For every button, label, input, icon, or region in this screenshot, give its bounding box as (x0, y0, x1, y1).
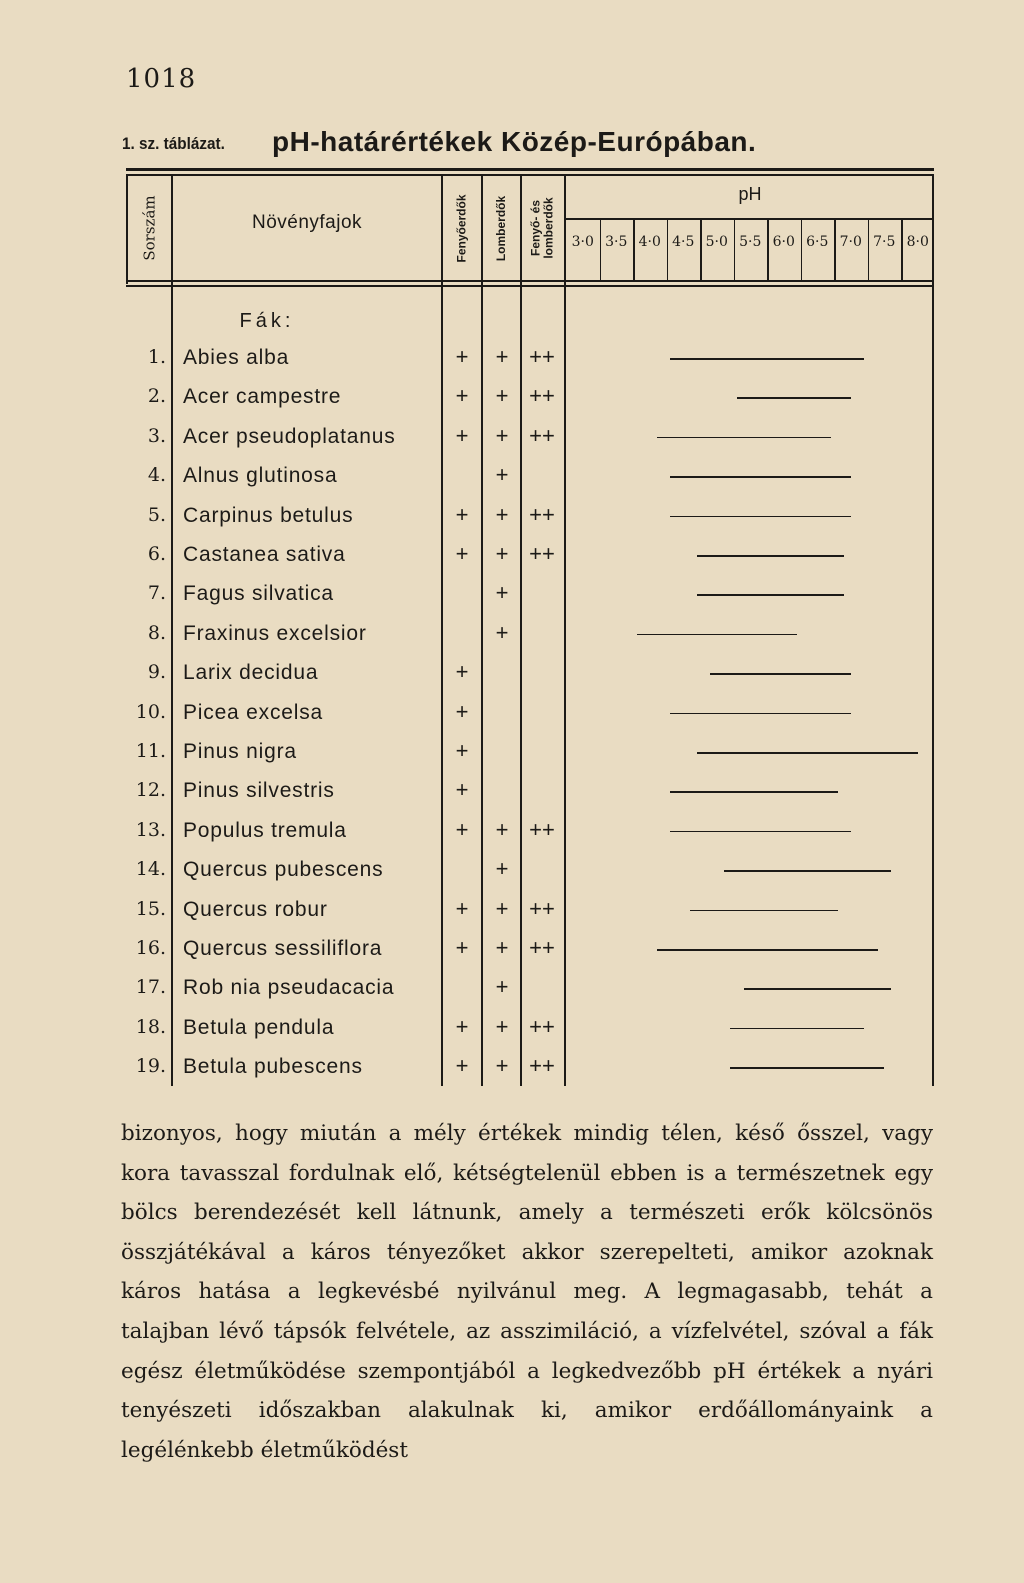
fenyoerdo-mark: + (455, 1053, 469, 1079)
fenyoerdo-mark: + (455, 659, 469, 685)
row-number: 16. (135, 937, 166, 959)
fenyo-es-lomberdo-mark: ++ (529, 501, 555, 527)
ph-range-line (697, 555, 844, 557)
row-number: 15. (135, 897, 166, 920)
fenyo-es-lomberdo-mark: ++ (529, 935, 555, 960)
ph-range-line (657, 437, 831, 439)
fenyoerdo-mark: + (455, 383, 469, 409)
fenyoerdo-mark: + (455, 541, 469, 566)
table-row (0, 1049, 1024, 1088)
ph-tick-divider (801, 220, 803, 280)
header-fenyoerdok: Fenyőerdők (454, 193, 469, 263)
table-row (0, 931, 1024, 970)
ph-range-line (670, 516, 851, 518)
fenyoerdo-mark: + (455, 935, 469, 960)
fenyoerdo-mark: + (455, 777, 469, 803)
row-number: 6. (147, 543, 166, 565)
ph-range-line (737, 397, 851, 399)
ph-range-line (730, 1067, 884, 1069)
header-sorszam: Sorszám (141, 195, 159, 261)
ph-range-line (724, 870, 892, 872)
table-row (0, 892, 1024, 931)
table-caption: 1. sz. táblázat. (122, 134, 225, 153)
lomberdo-mark: + (495, 816, 509, 842)
species-name: Betula pendula (183, 1015, 335, 1039)
lomberdo-mark: + (495, 501, 509, 527)
ph-range-line (744, 988, 891, 990)
header-fenyo-es-lomberdok: Fenyő- és lomberdők (529, 197, 556, 259)
fenyoerdo-mark: + (455, 738, 469, 763)
lomberdo-mark: + (495, 344, 509, 369)
ph-range-line (697, 594, 844, 596)
row-number: 3. (147, 424, 166, 447)
ph-range-line (670, 713, 851, 715)
top-rule (126, 168, 934, 171)
ph-tick-label: 6·5 (806, 234, 829, 250)
species-name: Rob nia pseudacacia (183, 976, 395, 1000)
header-lomberdok: Lomberdők (494, 195, 508, 261)
ph-tick-divider (868, 220, 870, 280)
row-number: 10. (135, 700, 166, 723)
table-row (0, 419, 1024, 458)
ph-header-rule (566, 218, 934, 220)
row-number: 5. (147, 503, 166, 526)
row-number: 18. (135, 1015, 166, 1038)
lomberdo-mark: + (495, 541, 509, 566)
lomberdo-mark: + (495, 935, 509, 960)
ph-tick-label: 7·5 (873, 234, 896, 250)
left-border (126, 174, 128, 284)
fenyoerdo-mark: + (455, 501, 469, 527)
ph-tick-divider (734, 220, 736, 280)
ph-range-line (710, 673, 851, 675)
ph-tick-divider (901, 220, 903, 280)
fenyoerdo-mark: + (455, 1013, 469, 1039)
species-name: Quercus pubescens (183, 858, 384, 882)
fenyo-es-lomberdo-mark: ++ (529, 383, 555, 409)
table-title: pH-határértékek Közép-Európában. (272, 126, 757, 157)
ph-tick-divider (767, 220, 769, 280)
fenyo-es-lomberdo-mark: ++ (529, 816, 555, 842)
lomberdo-mark: + (495, 422, 509, 448)
fenyo-es-lomberdo-mark: ++ (529, 422, 555, 448)
fenyo-es-lomberdo-mark: ++ (529, 1013, 555, 1039)
species-name: Betula pubescens (183, 1055, 363, 1079)
row-number: 8. (147, 621, 166, 644)
page-number: 1018 (126, 64, 197, 94)
ph-tick-label: 7·0 (839, 234, 862, 250)
row-number: 7. (147, 582, 166, 605)
table-row (0, 537, 1024, 576)
ph-tick-divider (600, 220, 602, 280)
species-name: Larix decidua (183, 661, 319, 685)
header-bottom-rule-thin (126, 285, 934, 287)
species-name: Pinus nigra (183, 740, 297, 763)
header-novenyfajok: Növényfajok (251, 212, 363, 233)
ph-tick-divider (633, 220, 635, 280)
species-name: Abies alba (183, 346, 290, 369)
table-row (0, 695, 1024, 734)
header-ph: pH (738, 184, 762, 204)
fenyo-es-lomberdo-mark: ++ (529, 895, 555, 921)
row-number: 13. (135, 818, 166, 841)
ph-range-line (697, 752, 918, 754)
ph-tick-label: 3·0 (571, 234, 594, 250)
table-row (0, 655, 1024, 694)
row-number: 11. (135, 740, 166, 762)
fenyo-es-lomberdo-mark: ++ (529, 344, 555, 369)
ph-range-line (637, 634, 798, 636)
table-row (0, 773, 1024, 812)
ph-range-line (730, 1028, 864, 1030)
row-number: 1. (147, 346, 166, 368)
species-name: Picea excelsa (183, 700, 323, 724)
species-name: Populus tremula (183, 818, 347, 842)
table-row (0, 498, 1024, 537)
species-name: Acer pseudoplatanus (183, 424, 396, 448)
fenyoerdo-mark: + (455, 816, 469, 842)
top-rule-thin (126, 174, 934, 176)
lomberdo-mark: + (495, 974, 509, 1000)
ph-tick-label: 4·0 (638, 234, 661, 250)
fenyoerdo-mark: + (455, 422, 469, 448)
species-name: Alnus glutinosa (183, 464, 338, 488)
lomberdo-mark: + (495, 895, 509, 921)
ph-tick-divider (834, 220, 836, 280)
row-number: 19. (135, 1055, 166, 1078)
species-name: Fraxinus excelsior (183, 621, 367, 645)
ph-range-line (670, 476, 851, 478)
table-row (0, 734, 1024, 773)
table-row (0, 576, 1024, 615)
table-row (0, 458, 1024, 497)
ph-tick-label: 5·0 (705, 234, 728, 250)
row-number: 4. (147, 464, 166, 487)
header-bottom-rule (126, 280, 934, 282)
body-paragraph: bizonyos, hogy miután a mély értékek mindig télen, késő ősszel, vagy kora tavasszal fordulnak elő, kétségtelenül ebben is a természetnek egy bölcs berendezését kell látnunk, amely a természeti erők kölcsönös összjátékával a káros tényezőket akkor szerepelteti, amikor azoknak káros hatása a legkevésbé nyilvánul meg. A legmagasabb, tehát a talajban lévő tápsók felvétele, az asszimiláció, a vízfelvétel, szóval a fák egész életműködése szempontjából a legkedvezőbb pH értékek a nyári tenyészeti időszakban alakulnak ki, amikor erdőállományaink a legélénkebb életműködést (121, 1121, 933, 1463)
species-name: Quercus sessiliflora (183, 937, 383, 960)
table-row (0, 813, 1024, 852)
ph-range-line (670, 791, 838, 793)
fenyo-es-lomberdo-mark: ++ (529, 541, 555, 566)
lomberdo-mark: + (495, 856, 509, 882)
table-row (0, 970, 1024, 1009)
lomberdo-mark: + (495, 580, 509, 606)
table-row (0, 852, 1024, 891)
ph-tick-divider (667, 220, 669, 280)
lomberdo-mark: + (495, 1053, 509, 1079)
lomberdo-mark: + (495, 619, 509, 645)
lomberdo-mark: + (495, 383, 509, 409)
table-row (0, 340, 1024, 379)
ph-range-line (670, 831, 851, 833)
ph-tick-label: 8·0 (906, 234, 929, 250)
fenyoerdo-mark: + (455, 344, 469, 369)
species-name: Pinus silvestris (183, 779, 335, 803)
table-row (0, 616, 1024, 655)
fenyoerdo-mark: + (455, 698, 469, 724)
ph-tick-label: 6·0 (772, 234, 795, 250)
table-row (0, 1010, 1024, 1049)
ph-tick-label: 3·5 (605, 234, 628, 250)
fenyo-es-lomberdo-mark: ++ (529, 1053, 555, 1079)
species-name: Fagus silvatica (183, 582, 334, 606)
lomberdo-mark: + (495, 1013, 509, 1039)
ph-range-line (657, 949, 878, 951)
species-name: Castanea sativa (183, 543, 346, 566)
ph-range-line (690, 910, 837, 912)
species-name: Carpinus betulus (183, 503, 354, 527)
row-number: 17. (135, 976, 166, 999)
row-number: 9. (147, 661, 166, 684)
lomberdo-mark: + (495, 462, 509, 488)
species-name: Acer campestre (183, 385, 342, 409)
species-name: Quercus robur (183, 897, 328, 921)
ph-range-line (670, 358, 864, 360)
row-number: 12. (135, 779, 166, 802)
row-number: 2. (147, 385, 166, 408)
fenyoerdo-mark: + (455, 895, 469, 921)
table-row (0, 379, 1024, 418)
ph-tick-label: 4·5 (672, 234, 695, 250)
ph-tick-divider (700, 220, 702, 280)
section-label-fak: Fák: (239, 310, 295, 332)
row-number: 14. (135, 858, 166, 881)
ph-tick-label: 5·5 (739, 234, 762, 250)
